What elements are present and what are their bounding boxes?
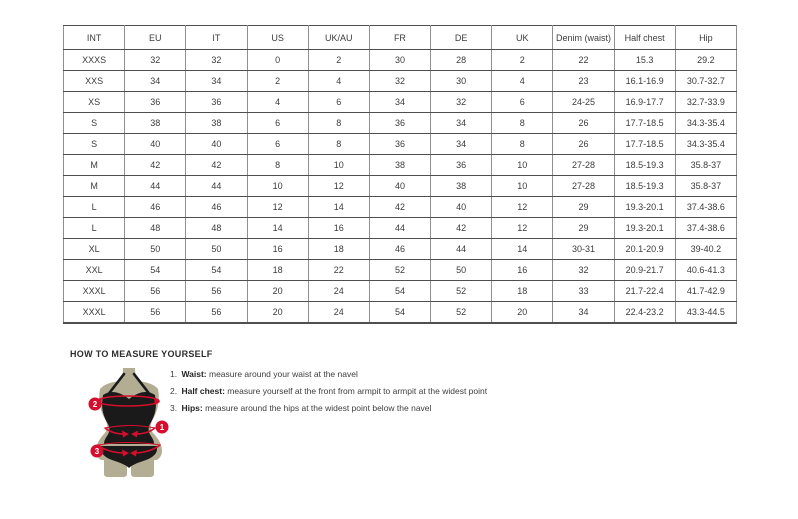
size-value-cell: 41.7-42.9: [675, 281, 736, 302]
size-int-cell: XXXL: [64, 302, 125, 324]
size-value-cell: 18: [308, 239, 369, 260]
size-value-cell: 12: [247, 197, 308, 218]
size-row: [64, 260, 737, 281]
size-row: [64, 218, 737, 239]
step-text: measure yourself at the front from armpit to armpit at the widest point: [224, 386, 488, 396]
size-value-cell: 30-31: [553, 239, 614, 260]
waist-badge-number: 1: [159, 423, 165, 432]
size-value-cell: 8: [247, 155, 308, 176]
size-int-cell: XL: [64, 239, 125, 260]
size-row: [64, 50, 737, 71]
measure-step: [170, 400, 487, 417]
size-value-cell: 16: [308, 218, 369, 239]
size-value-cell: 6: [492, 92, 553, 113]
size-value-cell: 27-28: [553, 155, 614, 176]
size-int-cell: L: [64, 197, 125, 218]
size-int-cell: XXXS: [64, 50, 125, 71]
size-value-cell: 4: [492, 71, 553, 92]
size-value-cell: 46: [369, 239, 430, 260]
size-value-cell: 27-28: [553, 176, 614, 197]
size-value-cell: 20: [247, 281, 308, 302]
size-value-cell: 54: [186, 260, 247, 281]
size-value-cell: 56: [186, 281, 247, 302]
chest-measure-badge: [89, 398, 102, 411]
column-header: EU: [125, 26, 186, 50]
mannequin-illustration: [84, 366, 184, 481]
size-value-cell: 37.4-38.6: [675, 218, 736, 239]
size-value-cell: 40: [186, 134, 247, 155]
size-row: [64, 134, 737, 155]
size-value-cell: 20.1-20.9: [614, 239, 675, 260]
size-value-cell: 44: [431, 239, 492, 260]
step-text: measure around the hips at the widest point below the navel: [202, 403, 432, 413]
size-value-cell: 32: [553, 260, 614, 281]
size-value-cell: 52: [431, 281, 492, 302]
size-value-cell: 42: [369, 197, 430, 218]
step-label: Half chest:: [179, 386, 225, 396]
column-header: IT: [186, 26, 247, 50]
size-value-cell: 21.7-22.4: [614, 281, 675, 302]
column-header: UK: [492, 26, 553, 50]
size-chart-table: [63, 25, 737, 324]
size-value-cell: 34: [553, 302, 614, 324]
size-value-cell: 12: [492, 197, 553, 218]
size-value-cell: 42: [431, 218, 492, 239]
size-value-cell: 54: [369, 281, 430, 302]
size-value-cell: 40: [125, 134, 186, 155]
size-value-cell: 23: [553, 71, 614, 92]
size-row: [64, 197, 737, 218]
size-value-cell: 22: [308, 260, 369, 281]
waist-measure-badge: [156, 421, 169, 434]
size-value-cell: 17.7-18.5: [614, 134, 675, 155]
size-value-cell: 56: [125, 302, 186, 324]
size-value-cell: 30: [431, 71, 492, 92]
size-value-cell: 10: [247, 176, 308, 197]
size-value-cell: 14: [308, 197, 369, 218]
size-value-cell: 22: [553, 50, 614, 71]
size-value-cell: 28: [431, 50, 492, 71]
size-value-cell: 29: [553, 197, 614, 218]
size-value-cell: 39-40.2: [675, 239, 736, 260]
size-row: [64, 92, 737, 113]
size-value-cell: 30: [369, 50, 430, 71]
size-value-cell: 14: [247, 218, 308, 239]
header-row: [64, 26, 737, 50]
size-value-cell: 15.3: [614, 50, 675, 71]
size-value-cell: 32.7-33.9: [675, 92, 736, 113]
column-header: Hip: [675, 26, 736, 50]
size-row: [64, 281, 737, 302]
size-value-cell: 38: [431, 176, 492, 197]
size-value-cell: 54: [369, 302, 430, 324]
size-value-cell: 40: [431, 197, 492, 218]
size-value-cell: 38: [186, 113, 247, 134]
size-value-cell: 38: [125, 113, 186, 134]
size-value-cell: 44: [125, 176, 186, 197]
step-text: measure around your waist at the navel: [206, 369, 358, 379]
camisole-top: [102, 392, 156, 444]
size-int-cell: M: [64, 155, 125, 176]
size-value-cell: 40.6-41.3: [675, 260, 736, 281]
size-value-cell: 34: [369, 92, 430, 113]
size-value-cell: 16.9-17.7: [614, 92, 675, 113]
size-value-cell: 20: [492, 302, 553, 324]
size-int-cell: XXL: [64, 260, 125, 281]
column-header: FR: [369, 26, 430, 50]
size-value-cell: 0: [247, 50, 308, 71]
step-label: Waist:: [179, 369, 207, 379]
size-value-cell: 33: [553, 281, 614, 302]
size-value-cell: 16: [492, 260, 553, 281]
measure-steps: [170, 366, 487, 417]
step-number: 2.: [170, 386, 178, 396]
size-int-cell: XXS: [64, 71, 125, 92]
size-value-cell: 12: [492, 218, 553, 239]
size-chart-header: [64, 26, 737, 50]
size-value-cell: 35.8-37: [675, 155, 736, 176]
size-value-cell: 32: [431, 92, 492, 113]
size-value-cell: 34: [431, 113, 492, 134]
size-value-cell: 43.3-44.5: [675, 302, 736, 324]
size-value-cell: 44: [369, 218, 430, 239]
size-int-cell: M: [64, 176, 125, 197]
size-value-cell: 35.8-37: [675, 176, 736, 197]
size-value-cell: 19.3-20.1: [614, 197, 675, 218]
size-value-cell: 42: [186, 155, 247, 176]
size-value-cell: 37.4-38.6: [675, 197, 736, 218]
size-value-cell: 56: [186, 302, 247, 324]
size-value-cell: 22.4-23.2: [614, 302, 675, 324]
size-value-cell: 16: [247, 239, 308, 260]
size-value-cell: 2: [247, 71, 308, 92]
measure-heading: HOW TO MEASURE YOURSELF: [70, 349, 213, 359]
size-value-cell: 26: [553, 113, 614, 134]
size-value-cell: 12: [308, 176, 369, 197]
size-value-cell: 38: [369, 155, 430, 176]
size-value-cell: 32: [369, 71, 430, 92]
size-value-cell: 52: [431, 302, 492, 324]
size-value-cell: 52: [369, 260, 430, 281]
column-header: US: [247, 26, 308, 50]
size-value-cell: 24: [308, 281, 369, 302]
size-value-cell: 29: [553, 218, 614, 239]
size-row: [64, 113, 737, 134]
size-value-cell: 6: [308, 92, 369, 113]
size-value-cell: 48: [186, 218, 247, 239]
column-header: UK/AU: [308, 26, 369, 50]
size-value-cell: 36: [125, 92, 186, 113]
size-value-cell: 34: [431, 134, 492, 155]
column-header: Denim (waist): [553, 26, 614, 50]
size-value-cell: 32: [125, 50, 186, 71]
size-row: [64, 239, 737, 260]
measure-step: [170, 366, 487, 383]
size-value-cell: 26: [553, 134, 614, 155]
size-int-cell: L: [64, 218, 125, 239]
size-value-cell: 34.3-35.4: [675, 113, 736, 134]
hips-measure-badge: [91, 445, 104, 458]
step-label: Hips:: [179, 403, 203, 413]
size-value-cell: 8: [308, 134, 369, 155]
size-value-cell: 44: [186, 176, 247, 197]
size-value-cell: 50: [125, 239, 186, 260]
size-value-cell: 8: [492, 134, 553, 155]
size-value-cell: 17.7-18.5: [614, 113, 675, 134]
size-int-cell: XXXL: [64, 281, 125, 302]
size-value-cell: 20.9-21.7: [614, 260, 675, 281]
size-value-cell: 8: [492, 113, 553, 134]
size-value-cell: 2: [492, 50, 553, 71]
size-row: [64, 176, 737, 197]
size-value-cell: 40: [369, 176, 430, 197]
size-value-cell: 20: [247, 302, 308, 324]
size-value-cell: 14: [492, 239, 553, 260]
column-header: Half chest: [614, 26, 675, 50]
size-chart-body: [64, 50, 737, 324]
size-value-cell: 18.5-19.3: [614, 155, 675, 176]
size-value-cell: 10: [492, 176, 553, 197]
size-value-cell: 6: [247, 134, 308, 155]
size-value-cell: 16.1-16.9: [614, 71, 675, 92]
size-value-cell: 42: [125, 155, 186, 176]
size-int-cell: S: [64, 134, 125, 155]
size-value-cell: 46: [186, 197, 247, 218]
size-value-cell: 6: [247, 113, 308, 134]
size-value-cell: 36: [369, 134, 430, 155]
size-value-cell: 56: [125, 281, 186, 302]
size-value-cell: 10: [492, 155, 553, 176]
size-value-cell: 18.5-19.3: [614, 176, 675, 197]
size-value-cell: 10: [308, 155, 369, 176]
size-value-cell: 34.3-35.4: [675, 134, 736, 155]
size-value-cell: 50: [431, 260, 492, 281]
size-value-cell: 48: [125, 218, 186, 239]
size-value-cell: 54: [125, 260, 186, 281]
size-value-cell: 24-25: [553, 92, 614, 113]
size-value-cell: 4: [308, 71, 369, 92]
size-row: [64, 155, 737, 176]
size-value-cell: 24: [308, 302, 369, 324]
chest-badge-number: 2: [92, 400, 98, 409]
size-value-cell: 32: [186, 50, 247, 71]
size-value-cell: 36: [186, 92, 247, 113]
size-value-cell: 19.3-20.1: [614, 218, 675, 239]
size-value-cell: 29.2: [675, 50, 736, 71]
size-value-cell: 2: [308, 50, 369, 71]
size-value-cell: 4: [247, 92, 308, 113]
size-value-cell: 46: [125, 197, 186, 218]
size-row: [64, 302, 737, 324]
measure-step: [170, 383, 487, 400]
size-value-cell: 36: [431, 155, 492, 176]
step-number: 1.: [170, 369, 178, 379]
size-int-cell: XS: [64, 92, 125, 113]
size-value-cell: 34: [186, 71, 247, 92]
step-number: 3.: [170, 403, 178, 413]
size-row: [64, 71, 737, 92]
size-value-cell: 8: [308, 113, 369, 134]
size-value-cell: 18: [492, 281, 553, 302]
size-value-cell: 50: [186, 239, 247, 260]
column-header: DE: [431, 26, 492, 50]
size-int-cell: S: [64, 113, 125, 134]
size-value-cell: 30.7-32.7: [675, 71, 736, 92]
size-value-cell: 34: [125, 71, 186, 92]
column-header: INT: [64, 26, 125, 50]
size-value-cell: 36: [369, 113, 430, 134]
hips-badge-number: 3: [94, 447, 100, 456]
size-value-cell: 18: [247, 260, 308, 281]
